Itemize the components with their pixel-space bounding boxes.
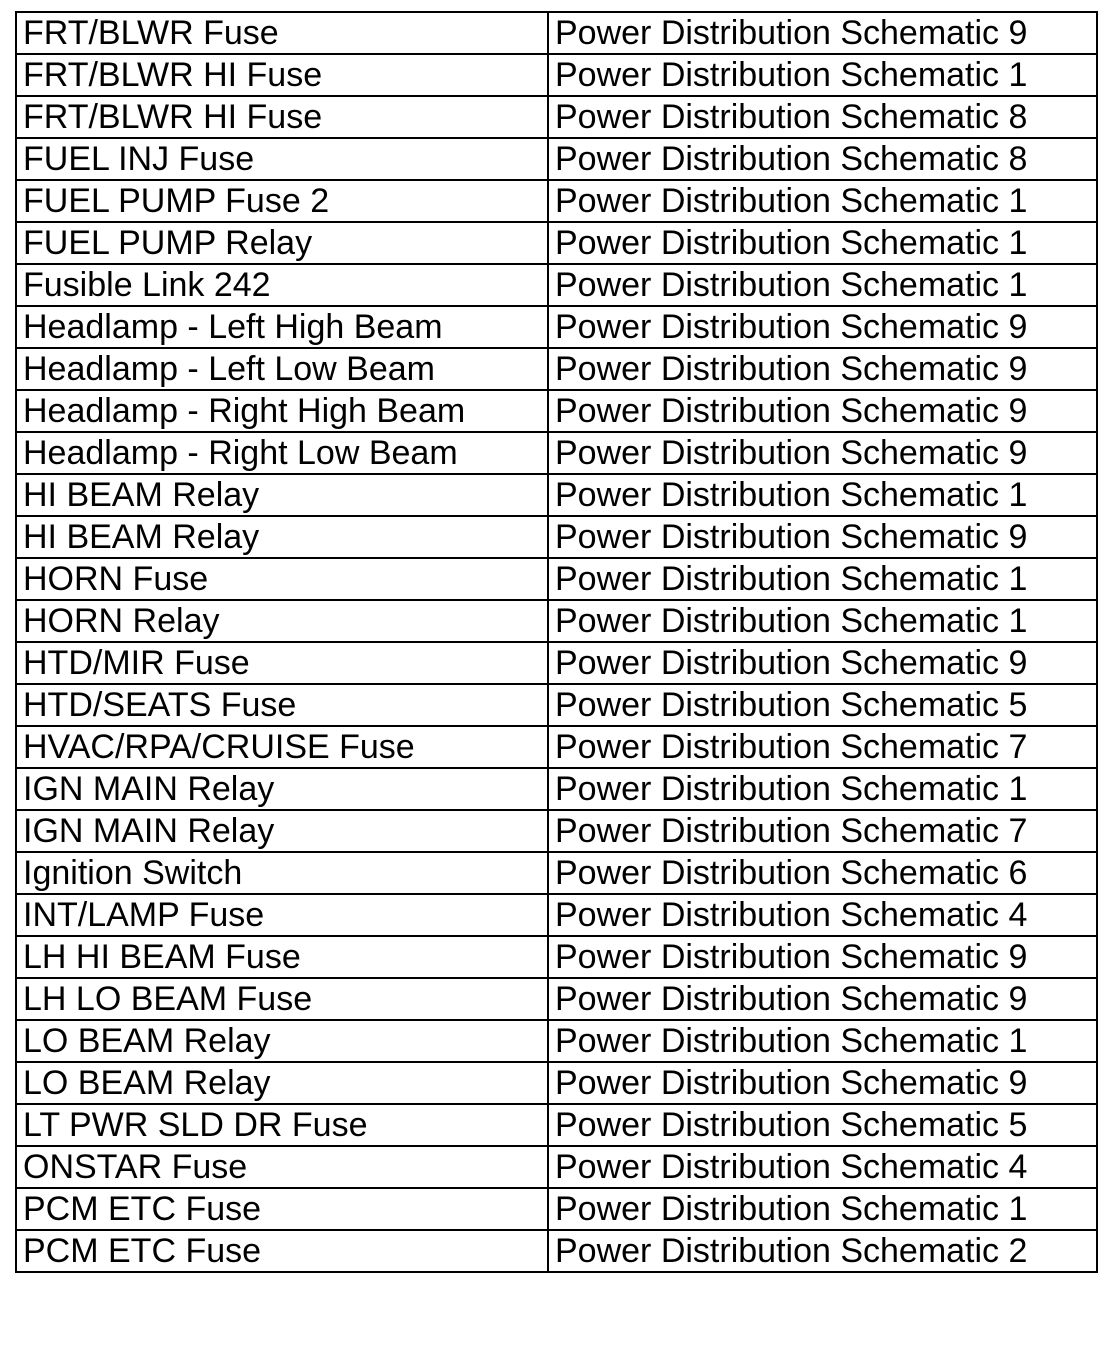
component-name-cell: LO BEAM Relay: [16, 1062, 548, 1104]
component-name-cell: FUEL PUMP Relay: [16, 222, 548, 264]
component-name-cell: FRT/BLWR HI Fuse: [16, 54, 548, 96]
component-name-cell: Headlamp - Left Low Beam: [16, 348, 548, 390]
component-name-cell: Headlamp - Right Low Beam: [16, 432, 548, 474]
schematic-location-cell: Power Distribution Schematic 1: [548, 180, 1097, 222]
table-row: [16, 390, 1097, 432]
schematic-location-cell: Power Distribution Schematic 9: [548, 978, 1097, 1020]
schematic-location-cell: Power Distribution Schematic 7: [548, 810, 1097, 852]
component-name-cell: IGN MAIN Relay: [16, 810, 548, 852]
table-row: [16, 726, 1097, 768]
table-row: [16, 54, 1097, 96]
component-name-cell: PCM ETC Fuse: [16, 1188, 548, 1230]
schematic-location-cell: Power Distribution Schematic 1: [548, 768, 1097, 810]
table-row: [16, 558, 1097, 600]
schematic-location-cell: Power Distribution Schematic 8: [548, 96, 1097, 138]
component-name-cell: HI BEAM Relay: [16, 474, 548, 516]
schematic-location-cell: Power Distribution Schematic 9: [548, 12, 1097, 54]
schematic-location-cell: Power Distribution Schematic 5: [548, 1104, 1097, 1146]
table-row: [16, 474, 1097, 516]
table-row: [16, 1230, 1097, 1272]
component-name-cell: HI BEAM Relay: [16, 516, 548, 558]
component-name-cell: HTD/SEATS Fuse: [16, 684, 548, 726]
schematic-location-cell: Power Distribution Schematic 9: [548, 348, 1097, 390]
component-name-cell: Headlamp - Left High Beam: [16, 306, 548, 348]
table-row: [16, 138, 1097, 180]
table-row: [16, 432, 1097, 474]
component-name-cell: HVAC/RPA/CRUISE Fuse: [16, 726, 548, 768]
table-row: [16, 810, 1097, 852]
component-name-cell: INT/LAMP Fuse: [16, 894, 548, 936]
component-name-cell: HORN Relay: [16, 600, 548, 642]
table-row: [16, 96, 1097, 138]
component-name-cell: FUEL INJ Fuse: [16, 138, 548, 180]
table-row: [16, 852, 1097, 894]
component-name-cell: PCM ETC Fuse: [16, 1230, 548, 1272]
component-name-cell: FUEL PUMP Fuse 2: [16, 180, 548, 222]
schematic-location-cell: Power Distribution Schematic 9: [548, 516, 1097, 558]
table-row: [16, 180, 1097, 222]
table-row: [16, 684, 1097, 726]
schematic-location-cell: Power Distribution Schematic 9: [548, 642, 1097, 684]
schematic-location-cell: Power Distribution Schematic 4: [548, 894, 1097, 936]
table-row: [16, 978, 1097, 1020]
table-row: [16, 1188, 1097, 1230]
component-name-cell: LO BEAM Relay: [16, 1020, 548, 1062]
schematic-location-cell: Power Distribution Schematic 7: [548, 726, 1097, 768]
table-row: [16, 1020, 1097, 1062]
table-row: [16, 516, 1097, 558]
table-row: [16, 1062, 1097, 1104]
component-name-cell: LH LO BEAM Fuse: [16, 978, 548, 1020]
table-row: [16, 264, 1097, 306]
table-row: [16, 306, 1097, 348]
schematic-location-cell: Power Distribution Schematic 6: [548, 852, 1097, 894]
table-row: [16, 1146, 1097, 1188]
component-name-cell: Ignition Switch: [16, 852, 548, 894]
component-name-cell: LH HI BEAM Fuse: [16, 936, 548, 978]
schematic-location-cell: Power Distribution Schematic 9: [548, 306, 1097, 348]
table-row: [16, 600, 1097, 642]
table-row: [16, 348, 1097, 390]
table-row: [16, 12, 1097, 54]
schematic-location-cell: Power Distribution Schematic 8: [548, 138, 1097, 180]
schematic-location-cell: Power Distribution Schematic 4: [548, 1146, 1097, 1188]
component-name-cell: FRT/BLWR Fuse: [16, 12, 548, 54]
table-body: [16, 12, 1097, 1272]
table-row: [16, 768, 1097, 810]
schematic-location-cell: Power Distribution Schematic 1: [548, 264, 1097, 306]
schematic-location-cell: Power Distribution Schematic 2: [548, 1230, 1097, 1272]
component-name-cell: ONSTAR Fuse: [16, 1146, 548, 1188]
component-name-cell: LT PWR SLD DR Fuse: [16, 1104, 548, 1146]
table-row: [16, 894, 1097, 936]
schematic-location-cell: Power Distribution Schematic 1: [548, 1188, 1097, 1230]
schematic-location-cell: Power Distribution Schematic 9: [548, 390, 1097, 432]
schematic-location-cell: Power Distribution Schematic 9: [548, 1062, 1097, 1104]
schematic-location-cell: Power Distribution Schematic 9: [548, 432, 1097, 474]
table-row: [16, 936, 1097, 978]
component-name-cell: FRT/BLWR HI Fuse: [16, 96, 548, 138]
component-name-cell: HTD/MIR Fuse: [16, 642, 548, 684]
component-name-cell: HORN Fuse: [16, 558, 548, 600]
table-row: [16, 1104, 1097, 1146]
component-location-table: [15, 11, 1098, 1273]
schematic-location-cell: Power Distribution Schematic 1: [548, 222, 1097, 264]
component-name-cell: Headlamp - Right High Beam: [16, 390, 548, 432]
schematic-location-cell: Power Distribution Schematic 1: [548, 600, 1097, 642]
schematic-location-cell: Power Distribution Schematic 1: [548, 474, 1097, 516]
schematic-location-cell: Power Distribution Schematic 1: [548, 54, 1097, 96]
schematic-location-cell: Power Distribution Schematic 5: [548, 684, 1097, 726]
component-name-cell: Fusible Link 242: [16, 264, 548, 306]
table-row: [16, 642, 1097, 684]
schematic-location-cell: Power Distribution Schematic 1: [548, 1020, 1097, 1062]
table-row: [16, 222, 1097, 264]
schematic-location-cell: Power Distribution Schematic 9: [548, 936, 1097, 978]
schematic-location-cell: Power Distribution Schematic 1: [548, 558, 1097, 600]
component-name-cell: IGN MAIN Relay: [16, 768, 548, 810]
